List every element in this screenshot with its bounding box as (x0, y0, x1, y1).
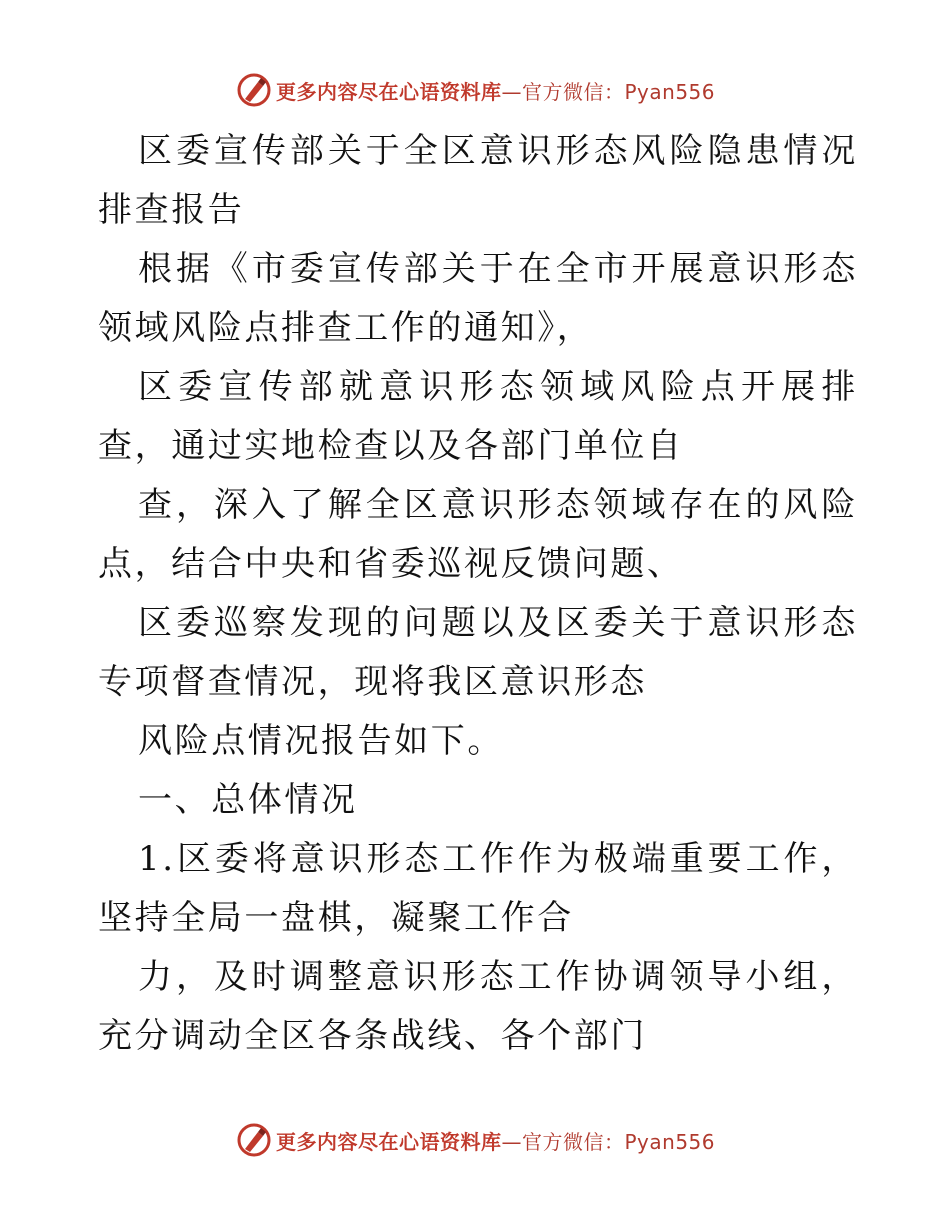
header-banner (236, 70, 715, 110)
document-title: 区委宣传部关于全区意识形态风险隐患情况排查报告 (98, 131, 858, 230)
paragraph: 区委巡察发现的问题以及区委关于意识形态专项督查情况，现将我区意识形态 (98, 603, 858, 702)
paragraph: 查，深入了解全区意识形态领域存在的风险点，结合中央和省委巡视反馈问题、 (98, 485, 858, 584)
header-banner-main: 更多内容尽在心语资料库 (276, 79, 502, 104)
section-heading: 一、总体情况 (138, 780, 358, 820)
footer-banner-main: 更多内容尽在心语资料库 (276, 1129, 502, 1154)
footer-banner (236, 1120, 715, 1160)
pen-circle-logo-icon (236, 1122, 272, 1158)
paragraph: 1.区委将意识形态工作作为极端重要工作，坚持全局一盘棋，凝聚工作合 (98, 839, 858, 938)
footer-banner-text (276, 1126, 715, 1155)
paragraph: 根据《市委宣传部关于在全市开展意识形态领域风险点排查工作的通知》， (98, 249, 858, 348)
paragraph: 区委宣传部就意识形态领域风险点开展排查，通过实地检查以及各部门单位自 (98, 367, 858, 466)
header-banner-wechat: —官方微信：Pyan556 (501, 79, 716, 104)
pen-circle-logo-icon (236, 72, 272, 108)
footer-banner-wechat: —官方微信：Pyan556 (501, 1129, 716, 1154)
paragraph: 力，及时调整意识形态工作协调领导小组，充分调动全区各条战线、各个部门 (98, 957, 858, 1056)
header-banner-text (276, 76, 715, 105)
document-body (98, 122, 858, 1066)
paragraph: 风险点情况报告如下。 (138, 721, 504, 761)
